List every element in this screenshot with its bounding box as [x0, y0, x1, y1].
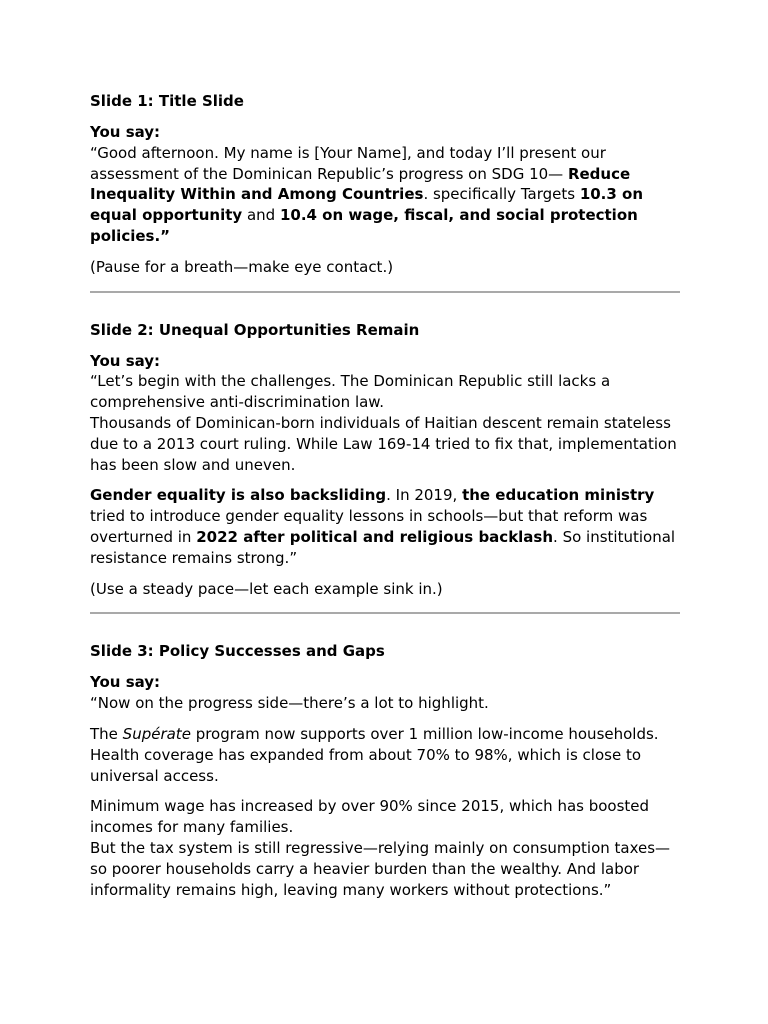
bold-run: the education ministry — [462, 486, 655, 505]
document-page — [90, 91, 680, 900]
italic-run: Supérate — [122, 724, 191, 743]
bold-run: Reduce Inequality Within and Among Countries — [90, 164, 631, 204]
slide-2-delivery-note: (Use a steady pace—let each example sink in.) — [90, 579, 443, 598]
slide-1-delivery-note: (Pause for a breath—make eye contact.) — [90, 257, 394, 276]
bold-run: 10.4 on wage, fiscal, and social protection policies.” — [90, 206, 638, 245]
text-run: The — [90, 724, 123, 743]
slide-2-script-paragraph-1b: Thousands of Dominican-born individuals of Haitian descent remain stateless due to a 2013 court ruling. While Law 169-14 tried to fix that, implementation has been slow and uneven. — [90, 413, 677, 474]
slide-2-you-say-label: You say: — [90, 351, 161, 370]
text-run: . So institutional resistance remains strong.” — [90, 527, 676, 567]
text-run: tried to introduce gender equality lessons in schools—but that reform was overturned in — [90, 507, 648, 546]
text-run: program now supports over 1 million low-income households. Health coverage has expanded from about 70% to 98%, which is close to universal access. — [90, 724, 659, 785]
slide-2-script-paragraph-2 — [90, 485, 680, 568]
slide-3-section — [90, 641, 680, 900]
text-run: and — [242, 206, 280, 225]
bold-run: 10.3 on equal opportunity — [90, 185, 644, 225]
text-run: . specifically Targets — [423, 185, 580, 204]
slide-2-title: Slide 2: Unequal Opportunities Remain — [90, 320, 420, 339]
slide-3-script-paragraph-3b: But the tax system is still regressive—relying mainly on consumption taxes—so poorer households carry a heavier burden than the wealthy. And labor informality remains high, leaving many workers without protections.” — [90, 838, 671, 899]
bold-run: 2022 after political and religious backlash — [196, 527, 554, 546]
bold-run: Gender equality is also backsliding — [90, 486, 387, 505]
slide-2-script-paragraph-1: “Let’s begin with the challenges. The Dominican Republic still lacks a comprehensive anti-discrimination law. — [90, 372, 611, 412]
slide-1-you-say-label: You say: — [90, 123, 161, 141]
slide-2-section — [90, 320, 680, 600]
slide-1-script-paragraph — [90, 143, 680, 247]
slide-3-script-paragraph-1: “Now on the progress side—there’s a lot to highlight. — [90, 694, 489, 713]
slide-3-title: Slide 3: Policy Successes and Gaps — [90, 642, 385, 661]
slide-3-script-paragraph-3: Minimum wage has increased by over 90% since 2015, which has boosted incomes for many families. — [90, 797, 650, 837]
slide-1-title: Slide 1: Title Slide — [90, 92, 244, 110]
text-run: . In 2019, — [386, 486, 463, 505]
slide-3-you-say-label: You say: — [90, 673, 161, 692]
slide-1-section — [90, 91, 680, 278]
slide-3-script-paragraph-2 — [90, 724, 680, 786]
text-run: “Good afternoon. My name is [Your Name], and today I’ll present our assessment of the Dominican Republic’s progress on SDG 10— — [90, 143, 606, 183]
